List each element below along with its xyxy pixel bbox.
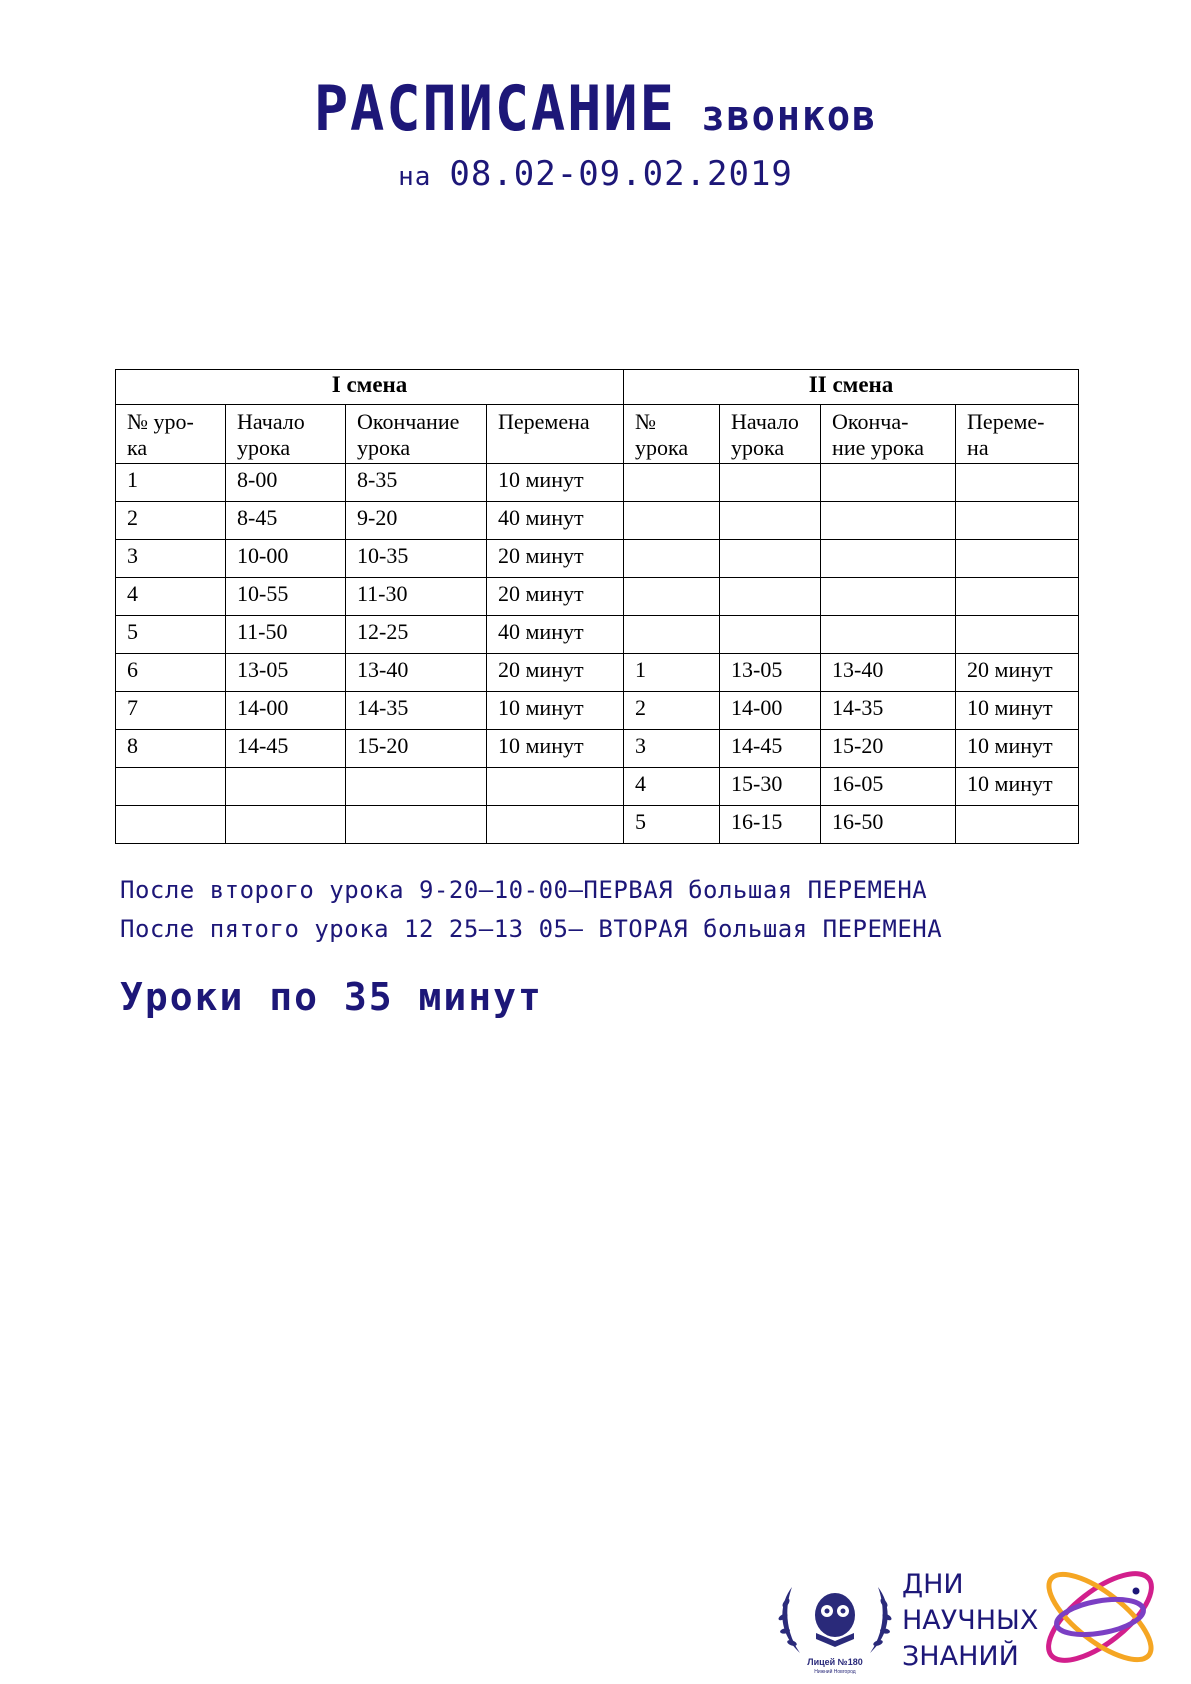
science-days-line2: НАУЧНЫХ [902, 1605, 1039, 1636]
shift2-cell [624, 464, 720, 502]
shift1-cell: 4 [116, 578, 226, 616]
lessons-duration: Уроки по 35 минут [120, 975, 543, 1019]
table-row [116, 692, 1079, 730]
shift2-cell [720, 502, 821, 540]
shift1-cell: 8-00 [226, 464, 346, 502]
shift1-cell [346, 806, 487, 844]
shift2-cell: 14-00 [720, 692, 821, 730]
lyceum-city: Нижний Новгород [814, 1669, 856, 1675]
shift2-cell [956, 578, 1079, 616]
shift2-cell: 10 минут [956, 768, 1079, 806]
date-prefix: на [398, 162, 432, 192]
science-days-line3: ЗНАНИЙ [902, 1641, 1019, 1672]
shift2-title: II смена [624, 370, 1079, 405]
shift1-cell: 15-20 [346, 730, 487, 768]
shift1-cell: 13-40 [346, 654, 487, 692]
shift2-cell: 16-15 [720, 806, 821, 844]
shift2-cell [720, 578, 821, 616]
lyceum-name: Лицей №180 [807, 1657, 863, 1667]
science-days-logo [900, 1555, 1170, 1680]
shift2-cell: 10 минут [956, 692, 1079, 730]
shift1-cell [487, 768, 624, 806]
shift1-cell: 20 минут [487, 540, 624, 578]
orbit-icon [1035, 1558, 1165, 1675]
shift1-column-header: Перемена [487, 405, 624, 464]
shift2-column-header: Переме- на [956, 405, 1079, 464]
shift2-cell: 3 [624, 730, 720, 768]
shift1-cell: 9-20 [346, 502, 487, 540]
shift1-cell: 10-00 [226, 540, 346, 578]
shift1-cell: 11-30 [346, 578, 487, 616]
shift1-cell: 10-55 [226, 578, 346, 616]
shift1-cell [346, 768, 487, 806]
page-title [48, 72, 1144, 145]
shift2-cell: 16-50 [821, 806, 956, 844]
shift2-cell: 1 [624, 654, 720, 692]
table-row [116, 540, 1079, 578]
shift1-cell: 8-45 [226, 502, 346, 540]
shift1-cell: 20 минут [487, 654, 624, 692]
shift1-cell [487, 806, 624, 844]
shift1-cell: 10 минут [487, 692, 624, 730]
date-range [0, 154, 1191, 194]
shift1-cell: 20 минут [487, 578, 624, 616]
table-row [116, 616, 1079, 654]
shift1-cell [116, 806, 226, 844]
shift2-cell [720, 464, 821, 502]
table-row [116, 464, 1079, 502]
shift1-title: I смена [116, 370, 624, 405]
shift2-cell [821, 502, 956, 540]
shift2-cell: 4 [624, 768, 720, 806]
bell-schedule-table [115, 369, 1079, 844]
table-row [116, 578, 1079, 616]
shift1-cell: 11-50 [226, 616, 346, 654]
science-days-line1: ДНИ [902, 1569, 964, 1600]
table-row [116, 730, 1079, 768]
shift2-cell: 5 [624, 806, 720, 844]
shift2-cell [624, 578, 720, 616]
shift1-cell: 14-00 [226, 692, 346, 730]
shift1-column-header: Окончание урока [346, 405, 487, 464]
shift2-cell [821, 616, 956, 654]
shift1-cell: 40 минут [487, 616, 624, 654]
shift2-cell [956, 464, 1079, 502]
shift2-cell: 13-05 [720, 654, 821, 692]
note-second-break: После пятого урока 12 25—13 05— ВТОРАЯ большая ПЕРЕМЕНА [120, 915, 943, 943]
shift1-cell: 12-25 [346, 616, 487, 654]
shift2-cell: 15-20 [821, 730, 956, 768]
shift2-cell [624, 502, 720, 540]
shift2-cell: 15-30 [720, 768, 821, 806]
shift2-cell [720, 540, 821, 578]
shift1-cell: 14-45 [226, 730, 346, 768]
shift2-cell [624, 540, 720, 578]
table-row [116, 806, 1079, 844]
shift2-cell [624, 616, 720, 654]
shift1-cell [226, 806, 346, 844]
column-header-row [116, 405, 1079, 464]
shift2-column-header: № урока [624, 405, 720, 464]
lyceum-logo [770, 1575, 900, 1675]
shift1-cell: 5 [116, 616, 226, 654]
shift1-cell: 8-35 [346, 464, 487, 502]
shift1-cell: 10-35 [346, 540, 487, 578]
shift2-cell: 16-05 [821, 768, 956, 806]
shift1-cell: 40 минут [487, 502, 624, 540]
table-row [116, 768, 1079, 806]
shift2-cell: 10 минут [956, 730, 1079, 768]
table-row [116, 502, 1079, 540]
shift1-cell [226, 768, 346, 806]
note-first-break: После второго урока 9-20—10-00—ПЕРВАЯ большая ПЕРЕМЕНА [120, 876, 928, 904]
shift2-cell: 14-35 [821, 692, 956, 730]
shift1-column-header: Начало урока [226, 405, 346, 464]
shift2-cell [821, 464, 956, 502]
shift1-cell: 7 [116, 692, 226, 730]
date-value: 08.02-09.02.2019 [449, 154, 793, 194]
shift2-cell [821, 578, 956, 616]
shift2-cell [956, 540, 1079, 578]
shift1-cell: 13-05 [226, 654, 346, 692]
shift1-cell: 3 [116, 540, 226, 578]
shift2-column-header: Оконча- ние урока [821, 405, 956, 464]
title-word-bells: звонков [701, 91, 878, 140]
shift1-column-header: № уро- ка [116, 405, 226, 464]
shift2-cell: 14-45 [720, 730, 821, 768]
shift2-cell [956, 806, 1079, 844]
shift2-cell [956, 502, 1079, 540]
shift1-cell: 2 [116, 502, 226, 540]
shift1-cell: 10 минут [487, 730, 624, 768]
shift2-cell: 13-40 [821, 654, 956, 692]
shift2-cell [821, 540, 956, 578]
shift2-cell: 20 минут [956, 654, 1079, 692]
shift1-cell [116, 768, 226, 806]
owl-icon [815, 1593, 855, 1647]
shift1-cell: 8 [116, 730, 226, 768]
shift1-cell: 1 [116, 464, 226, 502]
shift2-cell [956, 616, 1079, 654]
table-row [116, 654, 1079, 692]
shift2-column-header: Начало урока [720, 405, 821, 464]
shift1-cell: 10 минут [487, 464, 624, 502]
shift1-cell: 14-35 [346, 692, 487, 730]
shift1-cell: 6 [116, 654, 226, 692]
shift2-cell: 2 [624, 692, 720, 730]
title-word-schedule: РАСПИСАНИЕ [313, 72, 676, 145]
shift2-cell [720, 616, 821, 654]
